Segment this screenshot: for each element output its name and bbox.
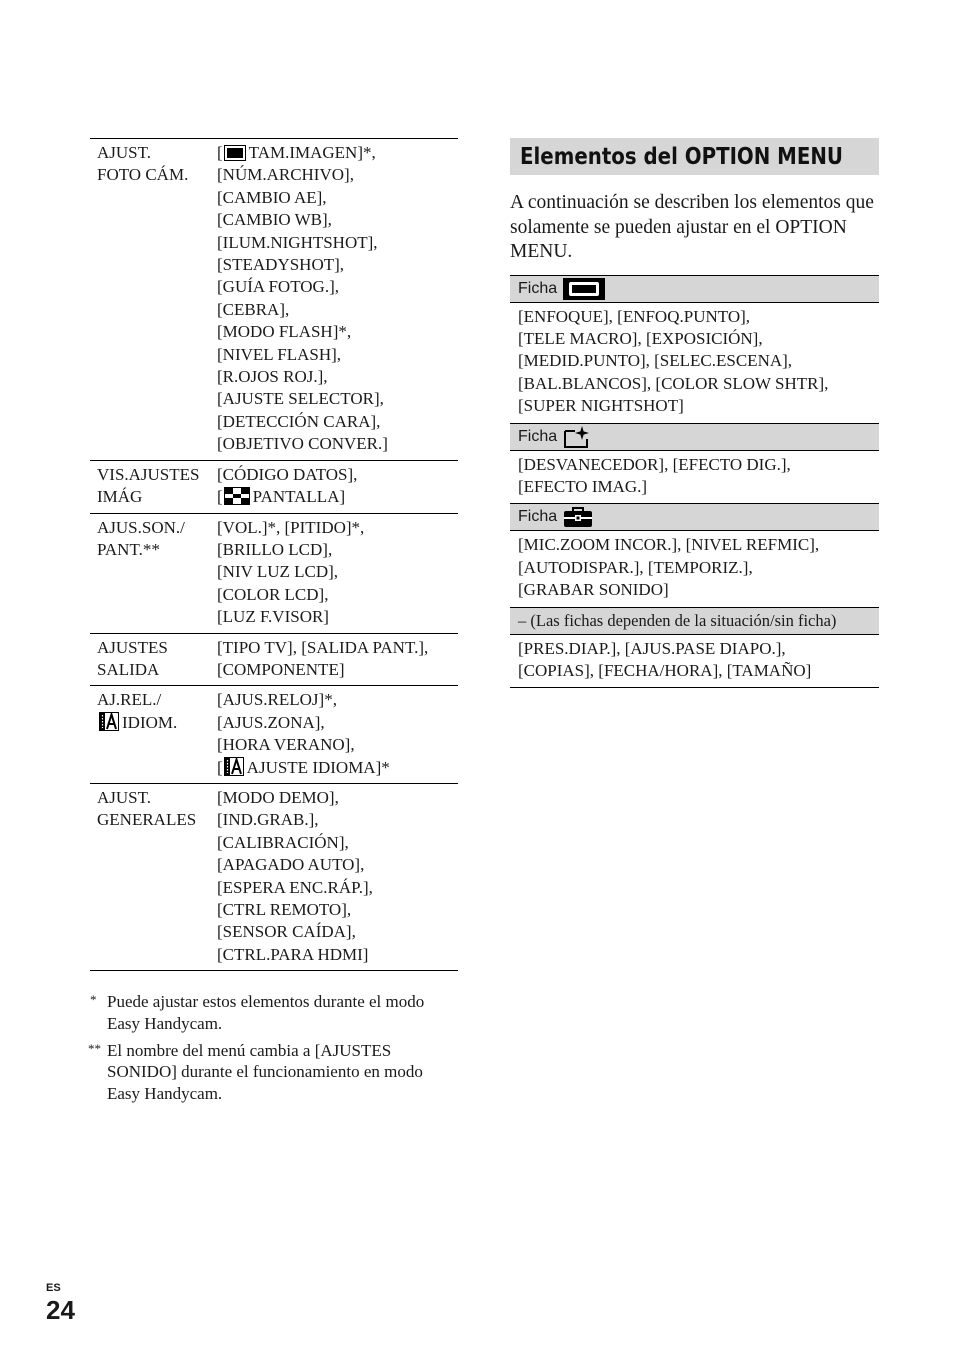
image-size-icon: [224, 145, 246, 161]
tab-header-no-tab: – (Las fichas dependen de la situación/sin ficha): [510, 607, 879, 635]
table-row: [90, 513, 458, 633]
table-row: [90, 139, 458, 461]
row-label: AJUST. GENERALES: [90, 783, 217, 970]
tab-body-tools: [MIC.ZOOM INCOR.], [NIVEL REFMIC], [AUTODISPAR.], [TEMPORIZ.], [GRABAR SONIDO]: [518, 535, 820, 600]
row-label: AJUSTES SALIDA: [90, 633, 217, 686]
tab-body-camera: [ENFOQUE], [ENFOQ.PUNTO], [TELE MACRO], [EXPOSICIÓN], [MEDID.PUNTO], [SELEC.ESCENA], [BAL.BLANCOS], [COLOR SLOW SHTR], [SUPER NIGHTSHOT]: [518, 306, 829, 416]
tab-body-effects: [DESVANECEDOR], [EFECTO DIG.], [EFECTO IMAG.]: [518, 454, 791, 496]
row-values: [AJUS.RELOJ]*, [AJUS.ZONA], [HORA VERANO], [ AJUSTE IDIOMA]*: [217, 686, 458, 784]
row-label: AJUS.SON./ PANT.**: [90, 513, 217, 633]
tab-header-camera: Ficha: [510, 275, 879, 303]
page-number: [46, 1278, 75, 1323]
row-values: [MODO DEMO], [IND.GRAB.], [CALIBRACIÓN], [APAGADO AUTO], [ESPERA ENC.RÁP.], [CTRL REMOTO], [SENSOR CAÍDA], [CTRL.PARA HDMI]: [217, 783, 458, 970]
tab-body-no-tab: [PRES.DIAP.], [AJUS.PASE DIAPO.], [COPIAS], [FECHA/HORA], [TAMAÑO]: [510, 635, 879, 689]
tab-header-effects: Ficha: [510, 423, 879, 451]
language-code: ES: [46, 1282, 61, 1294]
toolbox-icon: [563, 506, 593, 528]
section-title: Elementos del OPTION MENU: [520, 143, 843, 170]
tab-header-tools: Ficha: [510, 503, 879, 531]
footnote: ** El nombre del menú cambia a [AJUSTES SONIDO] durante el funcionamiento en modo Easy Handycam.: [88, 1041, 423, 1103]
footnotes: [90, 991, 458, 1104]
language-icon: [99, 712, 119, 731]
intro-paragraph: A continuación se describen los elementos que solamente se pueden ajustar en el OPTION MENU.: [510, 192, 874, 262]
settings-table: [90, 138, 458, 971]
language-icon: [224, 757, 244, 776]
left-column: [90, 138, 458, 1110]
row-values: [VOL.]*, [PITIDO]*, [BRILLO LCD], [NIV LUZ LCD], [COLOR LCD], [LUZ F.VISOR]: [217, 513, 458, 633]
table-row: [90, 783, 458, 970]
table-row: [90, 460, 458, 513]
footnote: * Puede ajustar estos elementos durante el modo Easy Handycam.: [90, 992, 425, 1033]
right-column: [510, 138, 879, 688]
page-number-value: 24: [46, 1295, 75, 1325]
checker-display-icon: [224, 487, 250, 505]
row-values: [ TAM.IMAGEN]*, [NÚM.ARCHIVO], [CAMBIO AE], [CAMBIO WB], [ILUM.NIGHTSHOT], [STEADYSHOT], [GUÍA FOTOG.], [CEBRA], [MODO FLASH]*, [NIVEL FLASH], [R.OJOS ROJ.], [AJUSTE SELECTOR], [DETECCIÓN CARA], [OBJETIVO CONVER.]: [217, 139, 458, 461]
row-label: AJ.REL./ IDIOM.: [90, 686, 217, 784]
row-label: VIS.AJUSTES IMÁG: [90, 460, 217, 513]
table-row: [90, 686, 458, 784]
camera-mode-icon: [563, 278, 605, 300]
row-label: AJUST. FOTO CÁM.: [90, 139, 217, 461]
effect-sparkle-icon: [563, 425, 591, 449]
row-values: [TIPO TV], [SALIDA PANT.], [COMPONENTE]: [217, 633, 458, 686]
section-title-bar: [510, 138, 879, 175]
row-values: [CÓDIGO DATOS], [ PANTALLA]: [217, 460, 458, 513]
table-row: [90, 633, 458, 686]
